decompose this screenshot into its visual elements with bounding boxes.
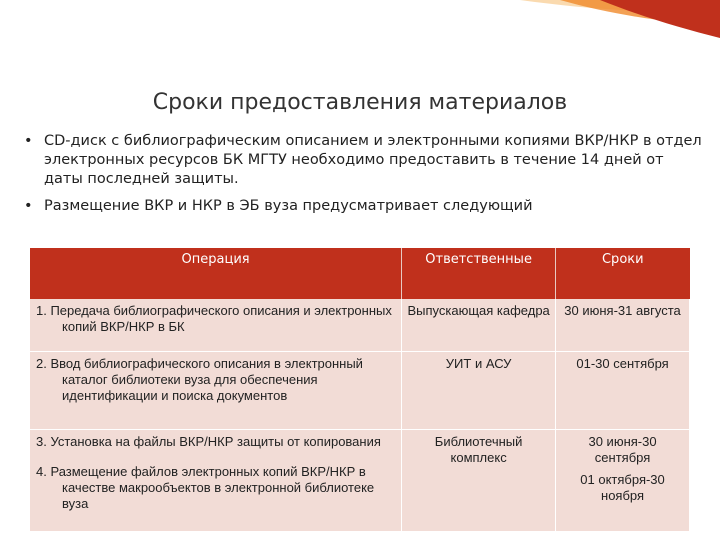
bullet-dot: • <box>24 133 33 149</box>
terms-cell: 30 июня-31 августа <box>556 299 690 351</box>
operation-cell <box>30 299 402 351</box>
operation-cell <box>30 429 402 531</box>
bullet-list <box>24 132 704 224</box>
terms-text: 01 октября-30 ноября <box>580 471 665 503</box>
table-header-row <box>30 248 690 299</box>
terms-cell: 01-30 сентября <box>556 351 690 429</box>
table-row <box>30 351 690 429</box>
terms-text: 30 июня-30 сентября <box>588 433 657 465</box>
decorative-wave-banner <box>0 0 720 40</box>
terms-cell <box>556 429 690 531</box>
bullet-text: CD-диск с библиографическим описанием и электронными копиями ВКР/НКР в отдел электронных ресурсов БК МГТУ необходимо предоставить в течение 14 дней от даты последней защиты. <box>44 133 702 187</box>
bullet-text: Размещение ВКР и НКР в ЭБ вуза предусматривает следующий <box>44 198 533 214</box>
schedule-table <box>30 248 690 532</box>
operation-text: 1. Передача библиографического описания и электронных копий ВКР/НКР в БК <box>36 303 392 334</box>
header-terms: Сроки <box>556 248 690 299</box>
responsible-cell: Выпускающая кафедра <box>402 299 556 351</box>
operation-cell <box>30 351 402 429</box>
slide-title: Сроки предоставления материалов <box>152 90 568 115</box>
responsible-cell: УИТ и АСУ <box>402 351 556 429</box>
bullet-item <box>24 197 704 216</box>
operation-text: 3. Установка на файлы ВКР/НКР защиты от копирования <box>36 433 381 449</box>
header-operation: Операция <box>30 248 402 299</box>
table-row <box>30 429 690 531</box>
operation-text: 4. Размещение файлов электронных копий ВКР/НКР в качестве макрообъектов в электронной библиотеке вуза <box>36 463 375 511</box>
bullet-dot: • <box>24 198 33 214</box>
responsible-cell: Библиотечный комплекс <box>402 429 556 531</box>
table-row <box>30 299 690 351</box>
header-responsible: Ответственные <box>402 248 556 299</box>
bullet-item <box>24 132 704 189</box>
operation-text: 2. Ввод библиографического описания в электронный каталог библиотеки вуза для обеспечения идентификации и поиска документов <box>36 355 363 403</box>
